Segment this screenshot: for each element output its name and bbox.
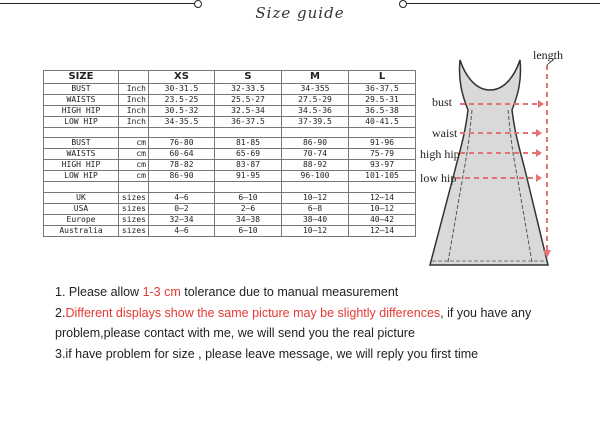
table-row bbox=[44, 149, 416, 160]
waist-arrowhead bbox=[536, 129, 542, 137]
row-label: USA bbox=[44, 204, 119, 215]
cell-xs: 86-90 bbox=[149, 171, 215, 182]
cell-s: 6—10 bbox=[215, 193, 282, 204]
header-l: L bbox=[349, 71, 416, 84]
header-m: M bbox=[282, 71, 349, 84]
cell-m: 37-39.5 bbox=[282, 117, 349, 128]
low-hip-label: low hip bbox=[420, 171, 457, 185]
cell-xs: 4—6 bbox=[149, 226, 215, 237]
table-row bbox=[44, 226, 416, 237]
row-unit: cm bbox=[119, 138, 149, 149]
cell-xs: 34-35.5 bbox=[149, 117, 215, 128]
cell-l: 40—42 bbox=[349, 215, 416, 226]
group-spacer-row bbox=[44, 182, 416, 193]
spacer-cell bbox=[44, 128, 119, 138]
row-label: Australia bbox=[44, 226, 119, 237]
cell-xs: 30.5-32 bbox=[149, 106, 215, 117]
table-row bbox=[44, 204, 416, 215]
header-size: SIZE bbox=[44, 71, 119, 84]
cell-s: 2—6 bbox=[215, 204, 282, 215]
row-label: HIGH HIP bbox=[44, 106, 119, 117]
cell-s: 81-85 bbox=[215, 138, 282, 149]
row-unit: Inch bbox=[119, 95, 149, 106]
cell-m: 6—8 bbox=[282, 204, 349, 215]
cell-xs: 30-31.5 bbox=[149, 84, 215, 95]
table-row bbox=[44, 106, 416, 117]
cell-l: 101-105 bbox=[349, 171, 416, 182]
row-label: UK bbox=[44, 193, 119, 204]
size-chart-table bbox=[43, 70, 416, 237]
header-xs: XS bbox=[149, 71, 215, 84]
bust-arrowhead bbox=[538, 100, 544, 108]
table-row bbox=[44, 138, 416, 149]
note-2-display-highlight: Different displays show the same picture may be slightly differences bbox=[65, 305, 441, 320]
header-s: S bbox=[215, 71, 282, 84]
header-unit bbox=[119, 71, 149, 84]
note-3: 3.if have problem for size , please leave message, we will reply you first time bbox=[55, 346, 479, 361]
row-unit: Inch bbox=[119, 117, 149, 128]
spacer-cell bbox=[119, 182, 149, 193]
cell-m: 38—40 bbox=[282, 215, 349, 226]
row-label: HIGH HIP bbox=[44, 160, 119, 171]
row-label: BUST bbox=[44, 138, 119, 149]
cell-xs: 60-64 bbox=[149, 149, 215, 160]
waist-label: waist bbox=[432, 126, 458, 140]
high-hip-label: high hip bbox=[420, 147, 460, 161]
cell-xs: 78-82 bbox=[149, 160, 215, 171]
note-1-tolerance-highlight: 1-3 cm bbox=[142, 285, 181, 299]
dress-silhouette bbox=[430, 60, 548, 265]
spacer-cell bbox=[282, 128, 349, 138]
table-row bbox=[44, 117, 416, 128]
table-header-row bbox=[44, 71, 416, 84]
cell-l: 91-96 bbox=[349, 138, 416, 149]
low-hip-arrowhead bbox=[536, 174, 542, 182]
spacer-cell bbox=[44, 182, 119, 193]
row-unit: cm bbox=[119, 149, 149, 160]
spacer-cell bbox=[282, 182, 349, 193]
cell-s: 65-69 bbox=[215, 149, 282, 160]
spacer-cell bbox=[119, 128, 149, 138]
cell-m: 86-90 bbox=[282, 138, 349, 149]
spacer-cell bbox=[215, 128, 282, 138]
cell-m: 10—12 bbox=[282, 226, 349, 237]
table-row bbox=[44, 160, 416, 171]
row-label: LOW HIP bbox=[44, 171, 119, 182]
cell-xs: 4—6 bbox=[149, 193, 215, 204]
note-2-continued: problem,please contact with me, we will send you the real picture bbox=[55, 326, 415, 340]
table-row bbox=[44, 171, 416, 182]
cell-s: 6—10 bbox=[215, 226, 282, 237]
spacer-cell bbox=[215, 182, 282, 193]
cell-l: 36.5-38 bbox=[349, 106, 416, 117]
row-unit: sizes bbox=[119, 226, 149, 237]
cell-s: 25.5-27 bbox=[215, 95, 282, 106]
row-unit: cm bbox=[119, 171, 149, 182]
row-unit: Inch bbox=[119, 106, 149, 117]
note-2-number: 2. bbox=[55, 305, 66, 320]
cell-xs: 76-80 bbox=[149, 138, 215, 149]
cell-s: 34—38 bbox=[215, 215, 282, 226]
row-label: WAISTS bbox=[44, 149, 119, 160]
table-row bbox=[44, 84, 416, 95]
spacer-cell bbox=[149, 182, 215, 193]
cell-xs: 32—34 bbox=[149, 215, 215, 226]
cell-l: 40-41.5 bbox=[349, 117, 416, 128]
cell-s: 32.5-34 bbox=[215, 106, 282, 117]
note-1 bbox=[55, 282, 531, 303]
cell-l: 36-37.5 bbox=[349, 84, 416, 95]
cell-l: 75-79 bbox=[349, 149, 416, 160]
row-label: BUST bbox=[44, 84, 119, 95]
row-unit: sizes bbox=[119, 215, 149, 226]
note-2-text-b: , if you have any bbox=[440, 305, 532, 320]
note-2 bbox=[55, 303, 531, 324]
row-label: LOW HIP bbox=[44, 117, 119, 128]
cell-l: 10—12 bbox=[349, 204, 416, 215]
cell-m: 34.5-36 bbox=[282, 106, 349, 117]
cell-m: 96-100 bbox=[282, 171, 349, 182]
cell-s: 91-95 bbox=[215, 171, 282, 182]
spacer-cell bbox=[349, 182, 416, 193]
cell-s: 83-87 bbox=[215, 160, 282, 171]
cell-m: 70-74 bbox=[282, 149, 349, 160]
cell-l: 93-97 bbox=[349, 160, 416, 171]
cell-l: 12—14 bbox=[349, 193, 416, 204]
table-row bbox=[44, 215, 416, 226]
table-row bbox=[44, 95, 416, 106]
bust-label: bust bbox=[432, 95, 453, 109]
high-hip-arrowhead bbox=[536, 149, 542, 157]
cell-l: 29.5-31 bbox=[349, 95, 416, 106]
row-unit: sizes bbox=[119, 204, 149, 215]
cell-xs: 23.5-25 bbox=[149, 95, 215, 106]
row-unit: cm bbox=[119, 160, 149, 171]
notes-section bbox=[55, 282, 531, 364]
row-label: WAISTS bbox=[44, 95, 119, 106]
length-label: length bbox=[533, 48, 563, 62]
row-unit: sizes bbox=[119, 193, 149, 204]
table-row bbox=[44, 193, 416, 204]
cell-m: 10—12 bbox=[282, 193, 349, 204]
cell-xs: 0—2 bbox=[149, 204, 215, 215]
cell-m: 88-92 bbox=[282, 160, 349, 171]
cell-m: 27.5-29 bbox=[282, 95, 349, 106]
cell-m: 34-355 bbox=[282, 84, 349, 95]
page-title: Size guide bbox=[255, 4, 345, 22]
group-spacer-row bbox=[44, 128, 416, 138]
spacer-cell bbox=[149, 128, 215, 138]
row-unit: Inch bbox=[119, 84, 149, 95]
spacer-cell bbox=[349, 128, 416, 138]
row-label: Europe bbox=[44, 215, 119, 226]
note-1-text-b: tolerance due to manual measurement bbox=[180, 285, 399, 299]
cell-s: 36-37.5 bbox=[215, 117, 282, 128]
cell-s: 32-33.5 bbox=[215, 84, 282, 95]
cell-l: 12—14 bbox=[349, 226, 416, 237]
note-1-text-a: 1. Please allow bbox=[55, 285, 143, 299]
